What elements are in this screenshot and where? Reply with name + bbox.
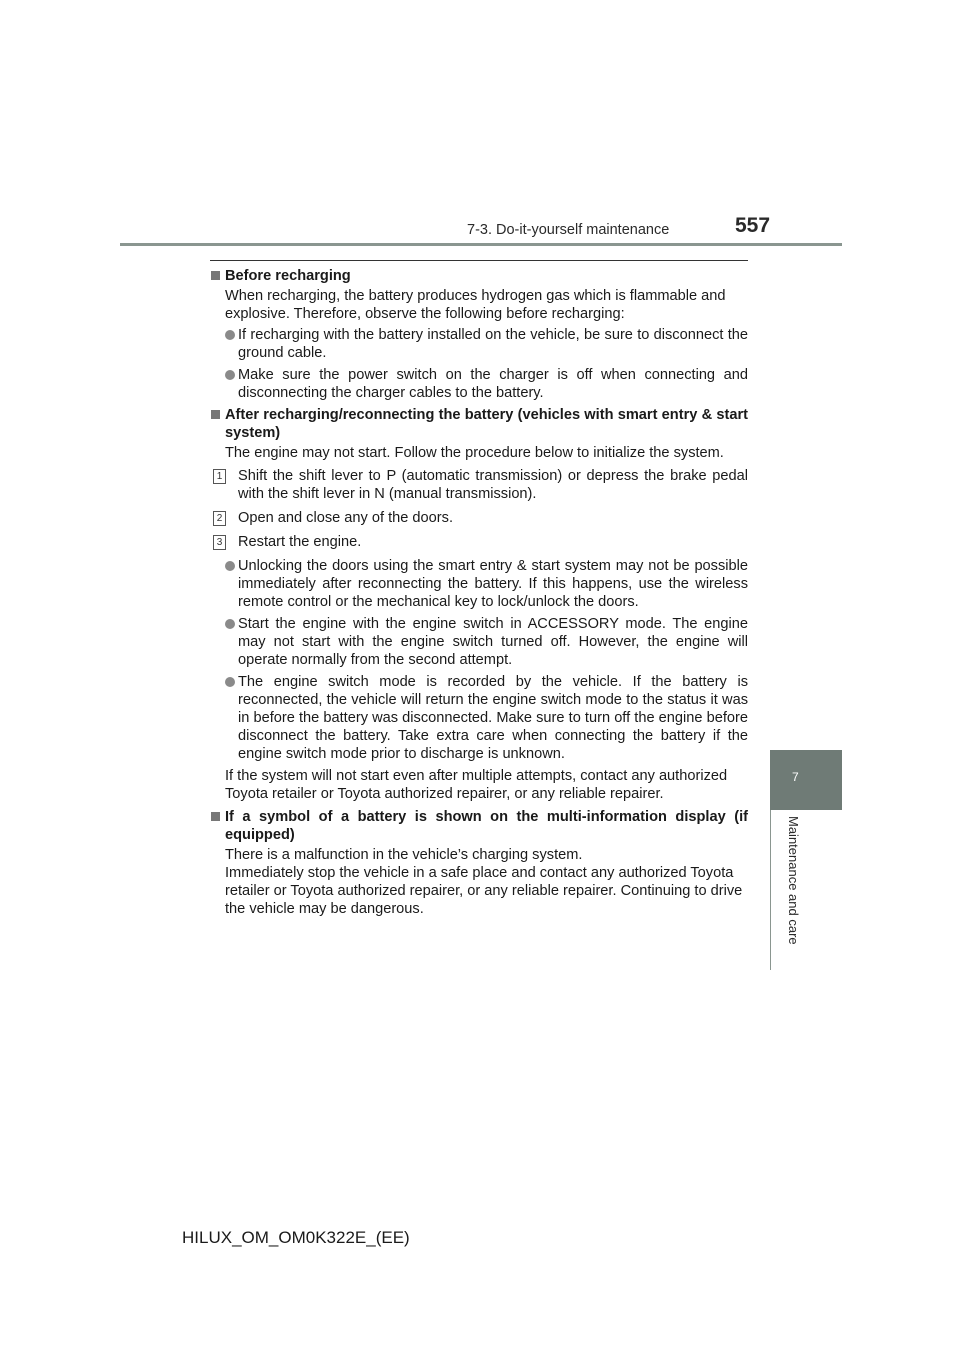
square-bullet-icon	[211, 410, 220, 419]
paragraph: Immediately stop the vehicle in a safe place and contact any authorized Toyota retailer or Toyota authorized repairer, or any reliable repairer. Continuing to drive the vehicle may be dangerous.	[225, 865, 743, 917]
circle-bullet-icon	[225, 677, 235, 687]
step-number-icon: 3	[213, 535, 226, 550]
list-item-text: The engine switch mode is recorded by the vehicle. If the battery is reconnected, the vehicle will return the engine switch mode to the status it was in before the battery was disconnected. Make sure to turn off the engine before disconnect the battery. Take extra care when connecting the battery if the engine switch mode prior to discharge is unknown.	[238, 674, 748, 762]
heading-text: If a symbol of a battery is shown on the multi-information display (if equipped)	[225, 809, 748, 843]
section-heading	[210, 267, 748, 285]
chapter-number: 7	[792, 770, 799, 784]
section-heading	[210, 406, 748, 442]
list-item	[210, 557, 748, 611]
step-text: Open and close any of the doors.	[238, 510, 453, 526]
side-divider	[770, 810, 771, 970]
list-item	[210, 326, 748, 362]
step-item	[210, 467, 748, 503]
circle-bullet-icon	[225, 330, 235, 340]
heading-text: Before recharging	[225, 268, 351, 284]
section-heading	[210, 808, 748, 844]
square-bullet-icon	[211, 812, 220, 821]
content-divider	[210, 260, 748, 261]
square-bullet-icon	[211, 271, 220, 280]
step-text: Shift the shift lever to P (automatic transmission) or depress the brake pedal with the shift lever in N (manual transmission).	[238, 468, 748, 502]
list-item-text: Make sure the power switch on the charger is off when connecting and disconnecting the charger cables to the battery.	[238, 367, 748, 401]
paragraph: When recharging, the battery produces hydrogen gas which is flammable and explosive. Therefore, observe the following before recharging:	[225, 288, 726, 322]
list-item	[210, 673, 748, 763]
page-content	[210, 267, 748, 921]
circle-bullet-icon	[225, 370, 235, 380]
step-number-icon: 2	[213, 511, 226, 526]
paragraph: If the system will not start even after multiple attempts, contact any authorized Toyota retailer or Toyota authorized repairer, or any reliable repairer.	[225, 768, 728, 802]
list-item-text: Unlocking the doors using the smart entry & start system may not be possible immediately after reconnecting the battery. If this happens, use the wireless remote control or the mechanical key to lock/unlock the doors.	[238, 558, 748, 610]
step-text: Restart the engine.	[238, 534, 362, 550]
heading-text: After recharging/reconnecting the battery (vehicles with smart entry & start system)	[225, 407, 748, 441]
page-number: 557	[735, 214, 771, 237]
step-item	[210, 509, 748, 527]
list-item	[210, 366, 748, 402]
circle-bullet-icon	[225, 561, 235, 571]
header-divider	[120, 243, 842, 246]
chapter-tab[interactable]	[770, 750, 842, 810]
list-item-text: If recharging with the battery installed on the vehicle, be sure to disconnect the ground cable.	[238, 327, 748, 361]
chapter-label: Maintenance and care	[786, 816, 801, 945]
section-header: 7-3. Do-it-yourself maintenance	[467, 222, 670, 238]
paragraph: There is a malfunction in the vehicle’s charging system.	[225, 847, 583, 863]
step-item	[210, 533, 748, 551]
list-item-text: Start the engine with the engine switch in ACCESSORY mode. The engine may not start with the engine switch turned off. However, the engine will operate normally from the second attempt.	[238, 616, 748, 668]
document-code: HILUX_OM_OM0K322E_(EE)	[182, 1228, 410, 1247]
circle-bullet-icon	[225, 619, 235, 629]
list-item	[210, 615, 748, 669]
step-number-icon: 1	[213, 469, 226, 484]
paragraph: The engine may not start. Follow the procedure below to initialize the system.	[225, 445, 724, 461]
